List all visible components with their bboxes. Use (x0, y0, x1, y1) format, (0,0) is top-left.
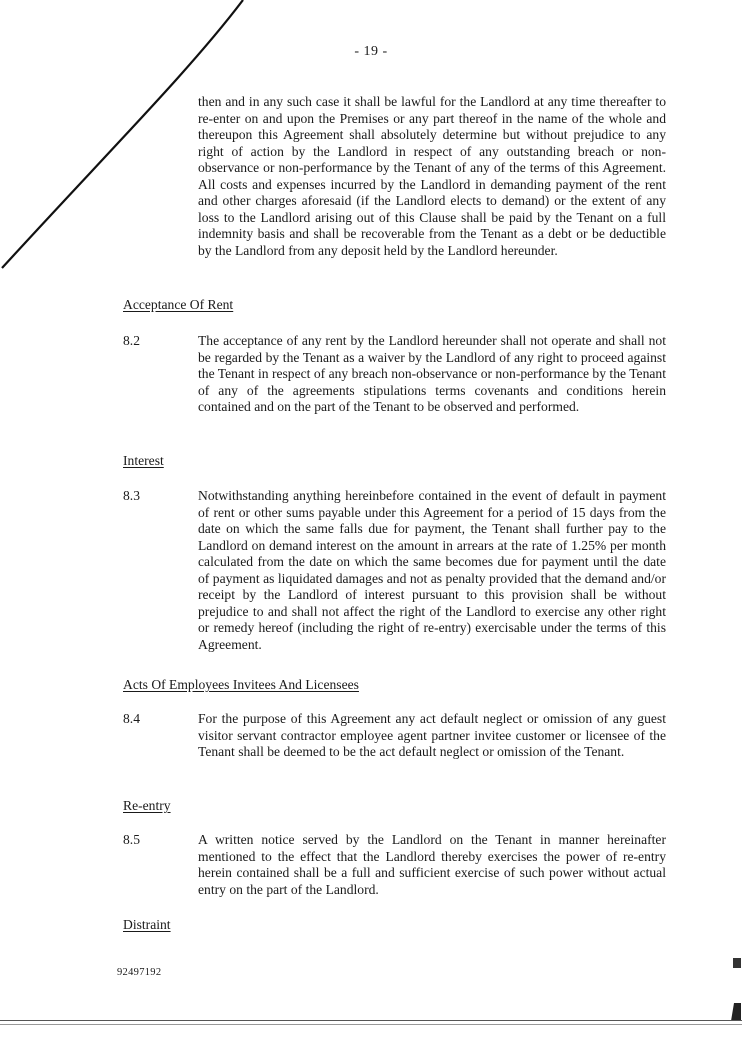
heading-acceptance-of-rent: Acceptance Of Rent (123, 297, 234, 312)
page-number: - 19 - (354, 44, 388, 59)
clause-number-8-2: 8.2 (123, 333, 140, 348)
scan-edge-line-secondary (0, 1024, 742, 1025)
document-reference-number: 92497192 (117, 967, 162, 978)
heading-acts-of-employees: Acts Of Employees Invitees And Licensees (123, 677, 359, 692)
scan-artifact-corner (731, 1003, 741, 1021)
clause-text-8-5: A written notice served by the Landlord on the Tenant in manner hereinafter mentioned to the effect that the Landlord thereby exercises the power of re-entry herein contained shall be a full and sufficient exercise of such power without actual entry on the part of the Landlord. (198, 832, 666, 897)
clause-number-8-4: 8.4 (123, 711, 140, 726)
scan-edge-line (0, 1020, 742, 1021)
heading-distraint: Distraint (123, 917, 171, 932)
clause-number-8-3: 8.3 (123, 488, 140, 503)
scan-artifact-mark (733, 958, 741, 968)
continuation-paragraph: then and in any such case it shall be lawful for the Landlord at any time thereafter to re-enter on and upon the Premises or any part thereof in the name of the whole and thereupon this Agreement shall absolutely determine but without prejudice to any right of action by the Landlord in respect of any outstanding breach or non-observance or non-performance by the Tenant of any of the terms of this Agreement. All costs and expenses incurred by the Landlord in demanding payment of the rent and other charges aforesaid (if the Landlord elects to demand) or the extent of any loss to the Landlord arising out of this Clause shall be paid by the Tenant on a full indemnity basis and shall be recoverable from the Tenant as a debt or be deductible by the Landlord from any deposit held by the Landlord hereunder. (198, 94, 666, 258)
clause-number-8-5: 8.5 (123, 832, 140, 847)
heading-re-entry: Re-entry (123, 798, 171, 813)
heading-interest: Interest (123, 453, 164, 468)
clause-text-8-2: The acceptance of any rent by the Landlord hereunder shall not operate and shall not be regarded by the Tenant as a waiver by the Landlord of any right to proceed against the Tenant in respect of any breach non-observance or non-performance by the Tenant of any of the agreements stipulations terms covenants and conditions herein contained and on the part of the Tenant to be observed and performed. (198, 333, 666, 414)
clause-text-8-3: Notwithstanding anything hereinbefore contained in the event of default in payment of rent or other sums payable under this Agreement for a period of 15 days from the date on which the same falls due for payment, the Tenant shall further pay to the Landlord on demand interest on the amount in arrears at the rate of 1.25% per month calculated from the date on which the same becomes due for payment until the date of payment as liquidated damages and not as penalty provided that the demand and/or receipt by the Landlord of interest pursuant to this provision shall be without prejudice to and shall not affect the right of the Landlord to exercise any other right or remedy hereof (including the right of re-entry) exercisable under the terms of this Agreement. (198, 488, 666, 652)
clause-text-8-4: For the purpose of this Agreement any act default neglect or omission of any guest visitor servant contractor employee agent partner invitee customer or licensee of the Tenant shall be deemed to be the act default neglect or omission of the Tenant. (198, 711, 666, 759)
